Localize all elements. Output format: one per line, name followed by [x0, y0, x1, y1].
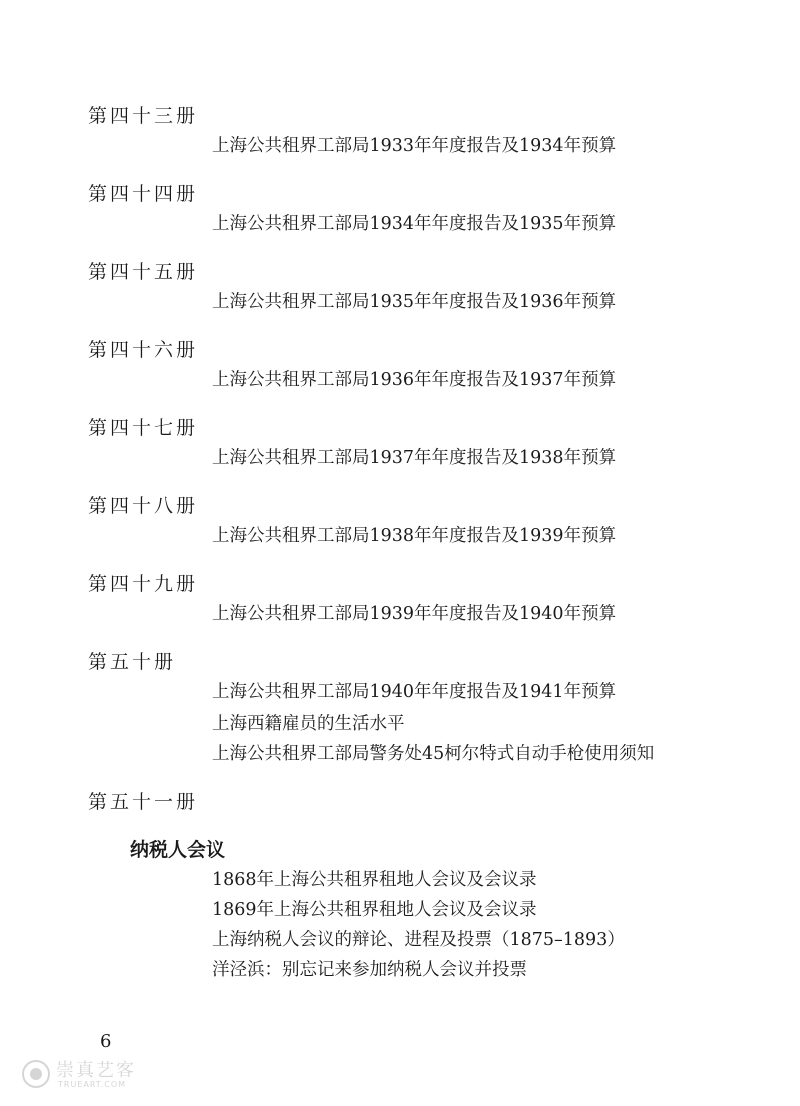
volume-entry: 上海公共租界工部局1937年年度报告及1938年预算 — [212, 448, 617, 468]
volume-entry: 上海西籍雇员的生活水平 — [212, 714, 405, 734]
volume-heading: 第五十册 — [88, 651, 177, 673]
volume-heading: 第四十五册 — [88, 261, 199, 283]
watermark-seal-icon — [22, 1060, 50, 1088]
volume-entry: 上海公共租界工部局1940年年度报告及1941年预算 — [212, 682, 617, 702]
volume-entry: 上海公共租界工部局1933年年度报告及1934年预算 — [212, 136, 617, 156]
volume-heading: 第四十九册 — [88, 573, 199, 595]
volume-heading: 第四十七册 — [88, 417, 199, 439]
volume-entry: 上海公共租界工部局1935年年度报告及1936年预算 — [212, 292, 617, 312]
section-entry: 洋泾浜：别忘记来参加纳税人会议并投票 — [212, 960, 527, 980]
volume-entry: 上海公共租界工部局1938年年度报告及1939年预算 — [212, 526, 617, 546]
volume-entry: 上海公共租界工部局1936年年度报告及1937年预算 — [212, 370, 617, 390]
watermark-text: 崇真艺客 — [56, 1060, 136, 1081]
section-entry: 1868年上海公共租界租地人会议及会议录 — [212, 870, 537, 890]
section-entry: 上海纳税人会议的辩论、进程及投票（1875–1893） — [212, 930, 625, 950]
volume-entry: 上海公共租界工部局警务处45柯尔特式自动手枪使用须知 — [212, 744, 655, 764]
watermark-subtext: TRUEART.COM — [58, 1080, 127, 1089]
section-entry: 1869年上海公共租界租地人会议及会议录 — [212, 900, 537, 920]
volume-heading: 第四十四册 — [88, 183, 199, 205]
page-number: 6 — [100, 1031, 112, 1052]
watermark-logo — [22, 1056, 172, 1096]
section-heading: 纳税人会议 — [130, 839, 226, 861]
volume-heading: 第四十三册 — [88, 105, 199, 127]
volume-entry: 上海公共租界工部局1934年年度报告及1935年预算 — [212, 214, 617, 234]
volume-heading: 第五十一册 — [88, 791, 199, 813]
volume-heading: 第四十八册 — [88, 495, 199, 517]
volume-entry: 上海公共租界工部局1939年年度报告及1940年预算 — [212, 604, 617, 624]
volume-heading: 第四十六册 — [88, 339, 199, 361]
